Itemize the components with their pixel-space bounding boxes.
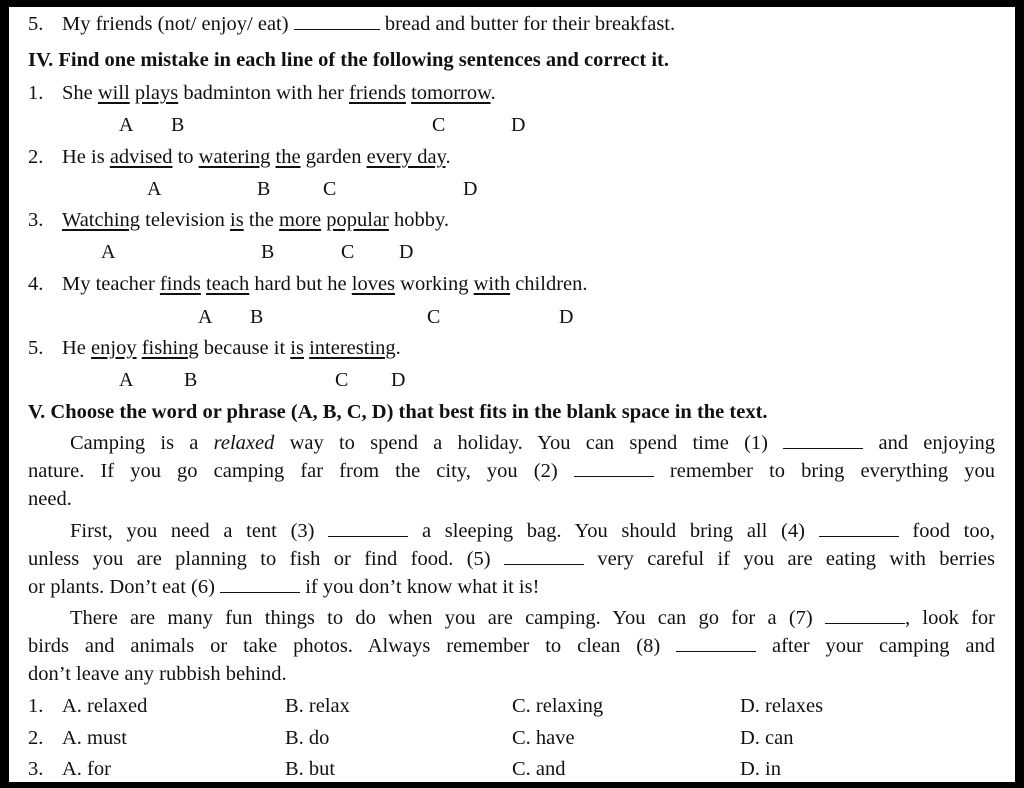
passage-p3-line3: don’t leave any rubbish behind. [28,663,287,685]
item-number: 3. [28,209,44,231]
blank-7[interactable] [825,607,905,624]
label-d: D [391,369,406,391]
passage-p2-line2 [28,547,995,571]
text: , look for [904,607,995,629]
underlined-option-b: plays [134,82,179,104]
text: He is [62,146,105,168]
label-a: A [101,241,116,263]
underlined-option-c: the [275,146,301,168]
text: Camping is a [70,432,199,454]
text: to [172,146,199,168]
underlined-option-c: is [290,337,304,359]
blank-3[interactable] [328,520,408,537]
text: because it [198,337,291,359]
text: badminton with her [178,82,349,104]
text: remember to bring everything you [669,460,996,482]
label-b: B [261,241,275,263]
underlined-option-c: friends [349,82,406,104]
blank-6[interactable] [220,576,300,593]
text: unless you are planning to fish or find food. (5) [28,548,491,570]
label-c: C [427,306,441,328]
question-3-option-b[interactable]: B. but [285,758,336,780]
label-c: C [323,178,337,200]
question-2-option-d[interactable]: D. can [740,727,794,749]
text: garden [300,146,367,168]
question-1-option-a[interactable]: A. relaxed [62,695,148,717]
question-1-option-b[interactable]: B. relax [285,695,350,717]
text: hard but he [249,273,352,295]
question-1-option-c[interactable]: C. relaxing [512,695,604,717]
underlined-option-a: will [97,82,130,104]
blank-5[interactable] [504,548,584,565]
underlined-option-c: loves [351,273,396,295]
underlined-option-d: with [473,273,511,295]
underlined-option-d: tomorrow [411,82,491,104]
underlined-option-d: popular [326,209,389,231]
text: the [243,209,279,231]
italic-word: relaxed [213,432,275,454]
text: television [140,209,231,231]
passage-p2-line1 [28,519,995,543]
worksheet-page [9,7,1015,782]
top-item-5 [28,12,675,36]
question-3-option-c[interactable]: C. and [512,758,566,780]
text: after your camping and [772,635,996,657]
question-3-number: 3. [28,758,44,780]
label-c: C [432,114,446,136]
question-2-option-c[interactable]: C. have [512,727,575,749]
passage-p3-line2 [28,634,995,658]
text: working [395,273,474,295]
underlined-option-a: finds [159,273,201,295]
question-1-number: 1. [28,695,44,717]
label-b: B [171,114,185,136]
mistake-item-3 [28,208,449,232]
label-c: C [341,241,355,263]
text: and enjoying [878,432,996,454]
label-d: D [463,178,478,200]
item-number: 1. [28,82,44,104]
label-d: D [559,306,574,328]
text: way to spend a holiday. You can spend time (1) [289,432,769,454]
blank-2[interactable] [574,460,654,477]
text: food too, [912,520,995,542]
text: . [445,146,451,168]
mistake-item-1 [28,81,496,105]
text: My teacher [62,273,155,295]
blank-8[interactable] [676,635,756,652]
mistake-item-5 [28,336,401,360]
text: a sleeping bag. You should bring all (4) [421,520,805,542]
item-number: 5. [28,13,44,35]
underlined-option-b: teach [206,273,250,295]
label-b: B [184,369,198,391]
label-d: D [399,241,414,263]
text: if you don’t know what it is! [305,576,540,598]
question-3-option-d[interactable]: D. in [740,758,781,780]
question-1-option-d[interactable]: D. relaxes [740,695,824,717]
passage-p3-line1 [28,606,995,630]
text: . [395,337,401,359]
question-2-option-b[interactable]: B. do [285,727,330,749]
text: She [62,82,93,104]
mistake-item-2 [28,145,451,169]
item-text-after: bread and butter for their breakfast. [384,13,676,35]
item-text-before: My friends (not/ enjoy/ eat) [62,13,289,35]
section-4-heading: IV. Find one mistake in each line of the following sentences and correct it. [28,49,669,71]
text: very careful if you are eating with berries [597,548,995,570]
underlined-option-a: enjoy [91,337,137,359]
text: . [490,82,496,104]
text: There are many fun things to do when you are camping. You can go for a (7) [70,607,813,629]
question-2-option-a[interactable]: A. must [62,727,127,749]
question-2-number: 2. [28,727,44,749]
item-number: 4. [28,273,44,295]
mistake-item-4 [28,272,588,296]
item-number: 2. [28,146,44,168]
passage-p2-line3 [28,575,539,599]
blank-1[interactable] [783,432,863,449]
label-a: A [119,369,134,391]
text: or plants. Don’t eat (6) [28,576,215,598]
label-b: B [250,306,264,328]
label-a: A [147,178,162,200]
label-a: A [198,306,213,328]
text: nature. If you go camping far from the city, you (2) [28,460,558,482]
underlined-option-b: watering [198,146,271,168]
underlined-option-a: Watching [62,209,141,231]
blank-4[interactable] [819,520,899,537]
underlined-option-d: interesting [309,337,396,359]
text: children. [510,273,588,295]
item-number: 5. [28,337,44,359]
underlined-option-c: more [279,209,322,231]
text: First, you need a tent (3) [70,520,315,542]
label-b: B [257,178,271,200]
passage-p1-line1 [28,431,995,455]
text: He [62,337,86,359]
section-5-heading: V. Choose the word or phrase (A, B, C, D) that best fits in the blank space in the text. [28,401,768,423]
label-a: A [119,114,134,136]
text: birds and animals or take photos. Always remember to clean (8) [28,635,661,657]
underlined-option-b: is [230,209,244,231]
underlined-option-b: fishing [141,337,199,359]
passage-p1-line3: need. [28,488,72,510]
question-3-option-a[interactable]: A. for [62,758,111,780]
underlined-option-a: advised [109,146,173,168]
label-c: C [335,369,349,391]
answer-blank[interactable] [294,13,380,30]
passage-p1-line2 [28,459,995,483]
text: hobby. [388,209,450,231]
underlined-option-d: every day [366,146,446,168]
label-d: D [511,114,526,136]
